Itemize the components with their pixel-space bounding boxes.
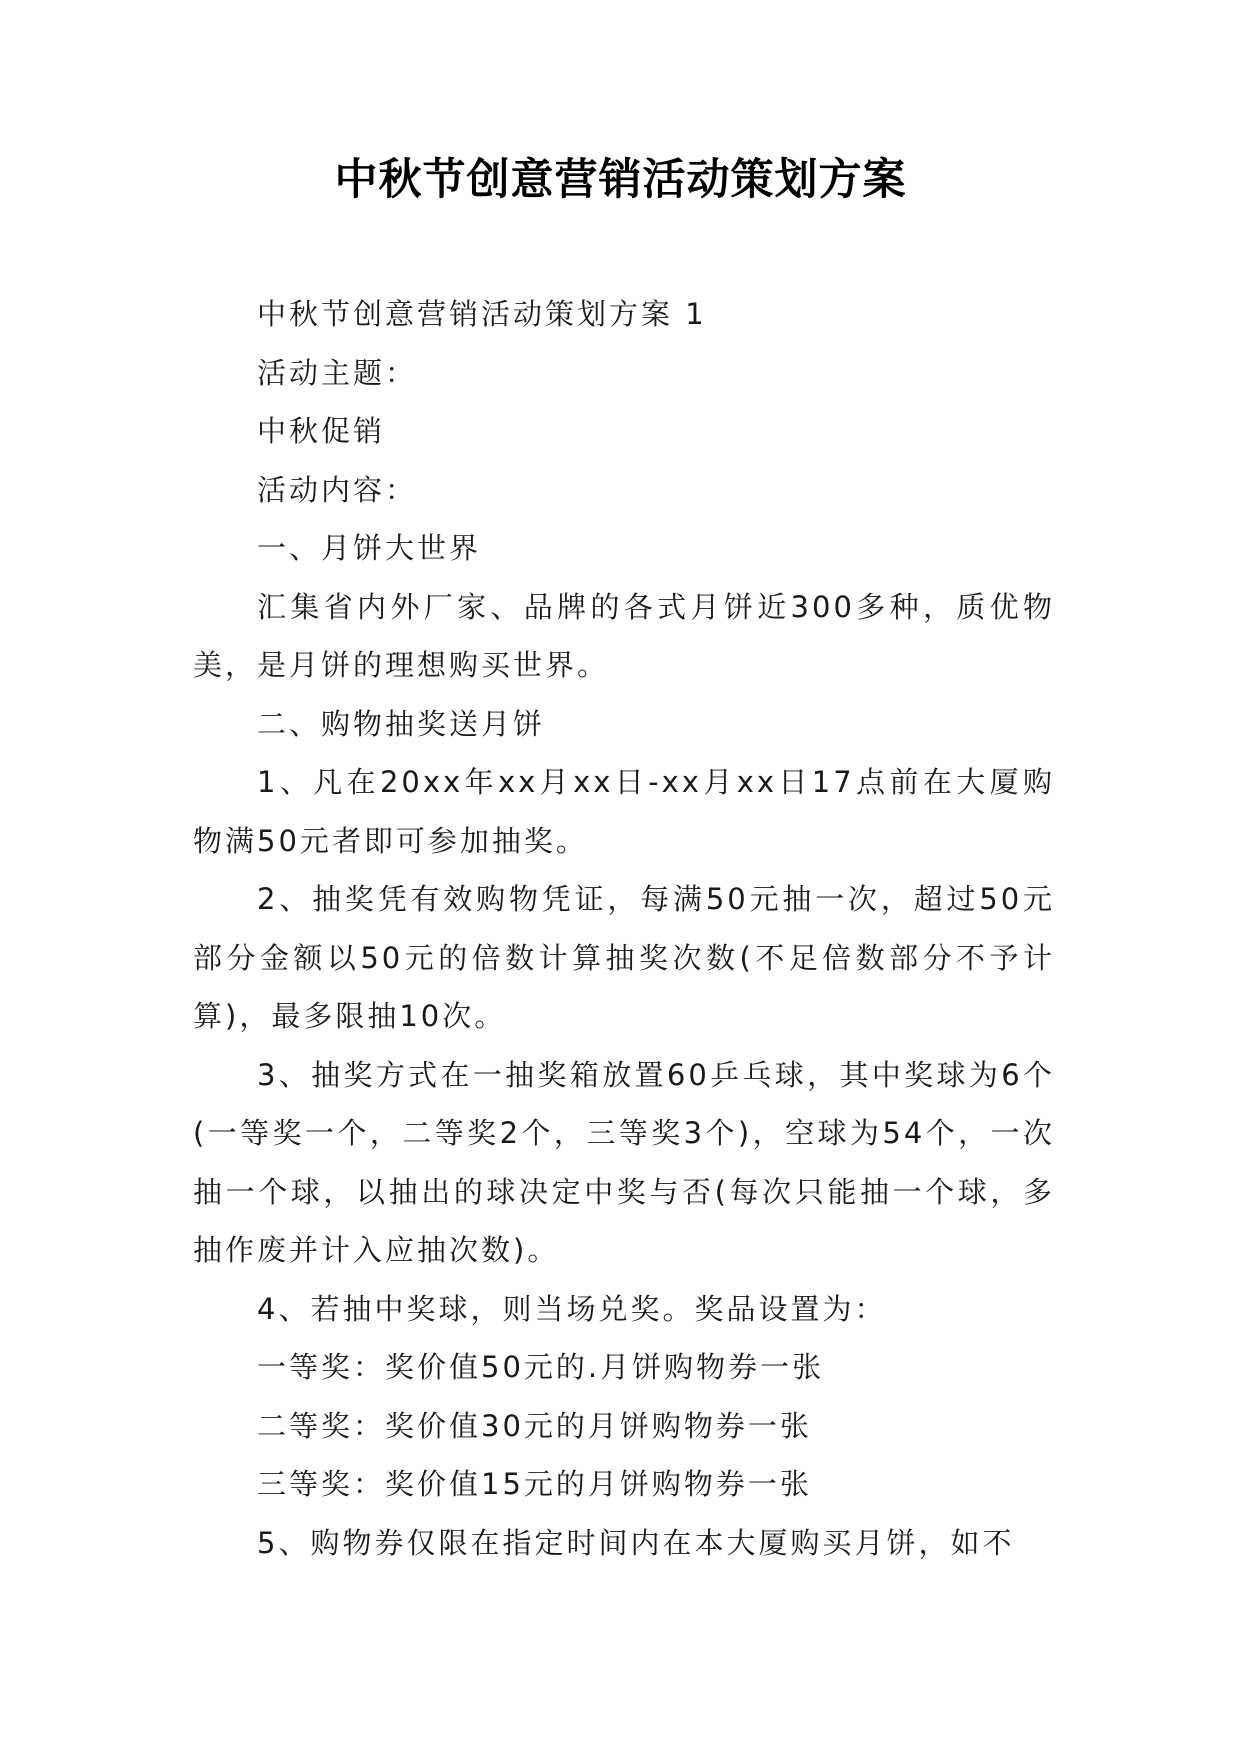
- document-body: [193, 285, 1055, 1572]
- page-title: 中秋节创意营销活动策划方案: [334, 155, 907, 205]
- prize-first: 一等奖：奖价值50元的.月饼购物券一张: [257, 1350, 825, 1384]
- paragraph-rule-1: 1、凡在20xx年xx月xx日-xx月xx日17点前在大厦购物满50元者即可参加抽奖。: [193, 765, 1055, 858]
- paragraph-rule-2: 2、抽奖凭有效购物凭证，每满50元抽一次，超过50元部分金额以50元的倍数计算抽奖次数(不足倍数部分不予计算)，最多限抽10次。: [193, 882, 1055, 1033]
- paragraph-plan-heading: 中秋节创意营销活动策划方案 1: [257, 297, 707, 331]
- prize-second: 二等奖：奖价值30元的月饼购物券一张: [257, 1408, 812, 1443]
- paragraph-rule-4: 4、若抽中奖球，则当场兑奖。奖品设置为：: [257, 1291, 887, 1326]
- section-heading-lottery: 二、购物抽奖送月饼: [257, 706, 546, 741]
- paragraph-mooncake-world: 汇集省内外厂家、品牌的各式月饼近300多种，质优物美，是月饼的理想购买世界。: [193, 589, 1055, 682]
- paragraph-rule-3: 3、抽奖方式在一抽奖箱放置60乒乓球，其中奖球为6个(一等奖一个，二等奖2个，三等奖3个)，空球为54个，一次抽一个球，以抽出的球决定中奖与否(每次只能抽一个球，多抽作废并计入应抽次数)。: [193, 1057, 1055, 1267]
- paragraph-theme-value: 中秋促销: [257, 414, 386, 448]
- prize-third: 三等奖：奖价值15元的月饼购物券一张: [257, 1467, 812, 1501]
- section-heading-mooncake-world: 一、月饼大世界: [257, 531, 482, 565]
- paragraph-rule-5: 5、购物券仅限在指定时间内在本大厦购买月饼，如不: [257, 1525, 1015, 1560]
- paragraph-theme-label: 活动主题：: [257, 355, 418, 390]
- paragraph-content-label: 活动内容：: [257, 472, 418, 507]
